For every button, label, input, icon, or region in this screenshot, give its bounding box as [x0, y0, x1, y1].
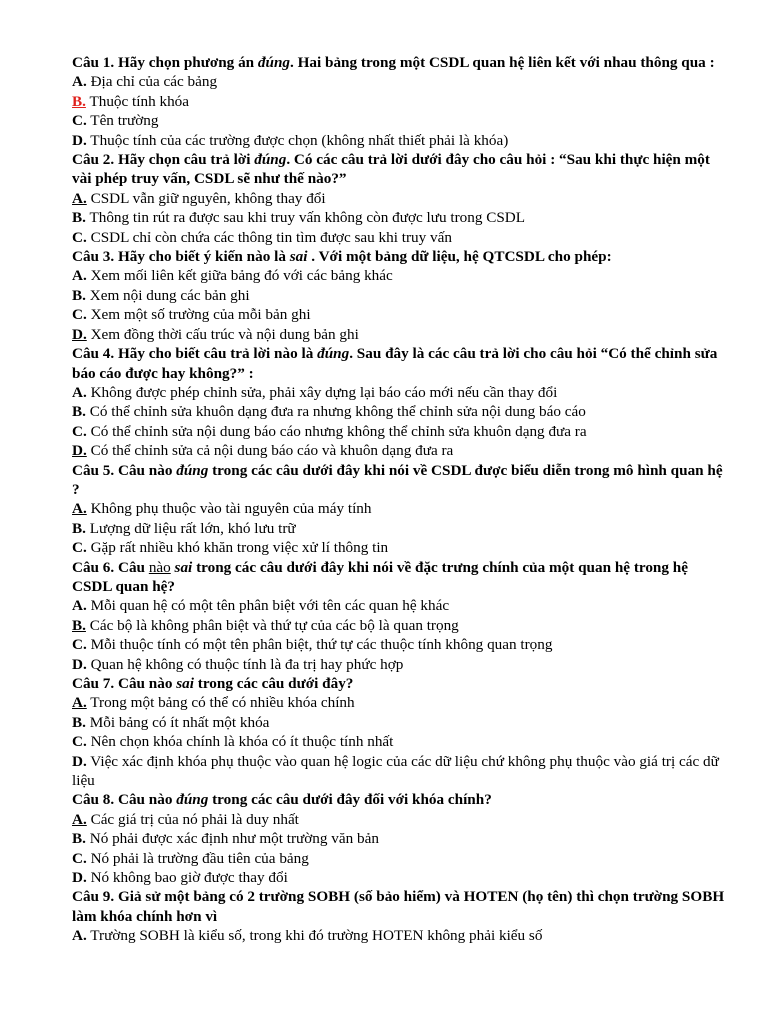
answer-option — [72, 422, 728, 441]
question-text: . Sau đây là các câu trả lời cho câu hỏi “Có thể chỉnh sửa báo cáo được hay không?” : — [72, 345, 718, 382]
question-text: trong các câu dưới đây khi nói về đặc trưng chính của một quan hệ trong hệ CSDL quan hệ? — [72, 558, 688, 595]
question-6 — [72, 558, 728, 597]
question-text: đúng — [317, 345, 350, 363]
option-letter: B. — [72, 209, 86, 227]
option-letter: D. — [72, 655, 87, 673]
option-letter: A. — [72, 267, 87, 285]
answer-option — [72, 189, 728, 208]
option-letter: A. — [72, 810, 87, 828]
option-letter: D. — [72, 869, 87, 887]
option-text: Xem mối liên kết giữa bảng đó với các bảng khác — [86, 267, 393, 285]
answer-option — [72, 635, 728, 654]
option-letter: C. — [72, 636, 87, 654]
option-text: Gặp rất nhiều khó khăn trong việc xử lí thông tin — [86, 539, 389, 557]
option-text: Có thể chỉnh sửa cả nội dung báo cáo và khuôn dạng đưa ra — [86, 442, 454, 460]
option-letter: A. — [72, 383, 87, 401]
option-text: Địa chỉ của các bảng — [86, 73, 218, 91]
answer-option — [72, 693, 728, 712]
question-text: trong các câu dưới đây khi nói về CSDL được biểu diễn trong mô hình quan hệ ? — [72, 461, 723, 498]
question-2 — [72, 150, 728, 189]
option-text: Thông tin rút ra được sau khi truy vấn không còn được lưu trong CSDL — [85, 209, 526, 227]
option-text: CSDL vẫn giữ nguyên, không thay đổi — [86, 189, 326, 207]
answer-option — [72, 92, 728, 111]
question-8 — [72, 790, 728, 809]
question-text: Câu 5. Câu nào — [72, 461, 177, 479]
option-letter: B. — [72, 519, 86, 537]
question-9 — [72, 887, 728, 926]
option-letter: B. — [72, 403, 86, 421]
question-text: trong các câu dưới đây đối với khóa chính? — [208, 791, 492, 809]
option-letter: B. — [72, 713, 86, 731]
answer-option — [72, 829, 728, 848]
option-text: Nó phải là trường đầu tiên của bảng — [86, 849, 309, 867]
option-letter: A. — [72, 73, 87, 91]
question-text: sai — [289, 248, 308, 266]
question-7 — [72, 674, 728, 693]
question-3 — [72, 247, 728, 266]
option-text: Xem nội dung các bản ghi — [85, 286, 250, 304]
option-letter: D. — [72, 325, 87, 343]
answer-option — [72, 266, 728, 285]
question-text: đúng — [176, 791, 209, 809]
question-text: Câu 2. Hãy chọn câu trả lời — [72, 151, 255, 169]
option-letter: B. — [72, 616, 86, 634]
answer-option — [72, 72, 728, 91]
question-text: Câu 7. Câu nào — [72, 675, 177, 692]
question-text: . Hai bảng trong một CSDL quan hệ liên kết với nhau thông qua : — [290, 54, 715, 71]
answer-option — [72, 849, 728, 868]
option-text: Việc xác định khóa phụ thuộc vào quan hệ logic của các dữ liệu chứ không phụ thuộc vào giá trị các dữ liệu — [72, 752, 719, 790]
question-text: Câu 8. Câu nào — [72, 791, 177, 809]
option-letter: C. — [72, 849, 87, 867]
option-text: Thuộc tính của các trường được chọn (không nhất thiết phải là khóa) — [86, 131, 509, 149]
question-text: sai — [174, 558, 193, 576]
option-letter: C. — [72, 733, 87, 751]
answer-option — [72, 111, 728, 130]
question-text: đúng — [176, 461, 209, 479]
option-letter: D. — [72, 442, 87, 460]
option-text: Trường SOBH là kiểu số, trong khi đó trường HOTEN không phải kiểu số — [86, 927, 543, 945]
question-4 — [72, 344, 728, 383]
option-letter: A. — [72, 189, 87, 207]
question-text: sai — [176, 675, 194, 692]
answer-option — [72, 655, 728, 674]
option-letter: B. — [72, 92, 86, 110]
option-text: Nó không bao giờ được thay đổi — [86, 869, 288, 887]
answer-option — [72, 713, 728, 732]
answer-option — [72, 305, 728, 324]
option-letter: B. — [72, 286, 86, 304]
answer-option — [72, 402, 728, 421]
option-text: CSDL chỉ còn chứa các thông tin tìm được sau khi truy vấn — [86, 228, 452, 246]
question-5 — [72, 461, 728, 500]
answer-option — [72, 208, 728, 227]
option-text: Tên trường — [86, 112, 159, 130]
option-text: Lượng dữ liệu rất lớn, khó lưu trữ — [85, 519, 296, 537]
option-letter: C. — [72, 306, 87, 324]
question-text: Câu 1. Hãy chọn phương án — [72, 54, 258, 71]
answer-option — [72, 228, 728, 247]
option-letter: C. — [72, 228, 87, 246]
answer-option — [72, 616, 728, 635]
option-letter: C. — [72, 112, 87, 130]
option-text: Không phụ thuộc vào tài nguyên của máy tính — [86, 500, 372, 518]
answer-option — [72, 519, 728, 538]
answer-option — [72, 499, 728, 518]
option-text: Xem một số trường của mỗi bản ghi — [86, 306, 311, 324]
option-text: Nên chọn khóa chính là khóa có ít thuộc tính nhất — [86, 733, 394, 751]
option-letter: D. — [72, 131, 87, 149]
answer-option — [72, 868, 728, 887]
option-letter: A. — [72, 694, 87, 712]
question-text: đúng — [257, 54, 290, 71]
answer-option — [72, 926, 728, 945]
option-letter: C. — [72, 539, 87, 557]
option-text: Có thể chỉnh sửa nội dung báo cáo nhưng không thể chỉnh sửa khuôn dạng đưa ra — [86, 422, 587, 440]
question-text: nào — [148, 558, 171, 576]
answer-option — [72, 286, 728, 305]
question-text: Câu 9. Giả sử một bảng có 2 trường SOBH (số bảo hiểm) và HOTEN (họ tên) thì chọn trường SOBH làm khóa chính hơn vì — [72, 888, 725, 925]
question-text: Câu 3. Hãy cho biết ý kiến nào là — [72, 248, 290, 266]
question-text: trong các câu dưới đây? — [193, 675, 354, 692]
question-text: . Với một bảng dữ liệu, hệ QTCSDL cho phép: — [307, 248, 612, 266]
option-text: Không được phép chỉnh sửa, phải xây dựng lại báo cáo mới nếu cần thay đổi — [86, 383, 558, 401]
answer-option — [72, 732, 728, 751]
option-text: Có thể chỉnh sửa khuôn dạng đưa ra nhưng không thể chỉnh sửa nội dung báo cáo — [85, 403, 586, 421]
option-text: Mỗi thuộc tính có một tên phân biệt, thứ tự các thuộc tính không quan trọng — [86, 636, 553, 654]
option-text: Mỗi quan hệ có một tên phân biệt với tên các quan hệ khác — [86, 597, 450, 615]
option-text: Xem đồng thời cấu trúc và nội dung bản ghi — [86, 325, 359, 343]
option-text: Trong một bảng có thể có nhiều khóa chính — [86, 694, 355, 712]
option-text: Nó phải được xác định như một trường văn bản — [85, 830, 379, 848]
question-text: Câu 4. Hãy cho biết câu trả lời nào là — [72, 345, 318, 363]
answer-option — [72, 131, 728, 150]
question-text: . Có các câu trả lời dưới đây cho câu hỏi : “Sau khi thực hiện một vài phép truy vấn, CSDL sẽ như thế nào?” — [72, 151, 710, 188]
answer-option — [72, 441, 728, 460]
question-text: Câu 6. Câu — [72, 558, 149, 576]
answer-option — [72, 752, 728, 791]
answer-option — [72, 325, 728, 344]
option-letter: C. — [72, 422, 87, 440]
option-letter: A. — [72, 500, 87, 518]
option-text: Thuộc tính khóa — [85, 92, 190, 110]
option-text: Quan hệ không có thuộc tính là đa trị hay phức hợp — [86, 655, 404, 673]
option-text: Mỗi bảng có ít nhất một khóa — [85, 713, 270, 731]
answer-option — [72, 810, 728, 829]
option-letter: B. — [72, 830, 86, 848]
option-text: Các giá trị của nó phải là duy nhất — [86, 810, 299, 828]
option-text: Các bộ là không phân biệt và thứ tự của các bộ là quan trọng — [85, 616, 459, 634]
answer-option — [72, 596, 728, 615]
question-1 — [72, 53, 728, 72]
option-letter: D. — [72, 752, 87, 770]
answer-option — [72, 383, 728, 402]
option-letter: A. — [72, 927, 87, 945]
answer-option — [72, 538, 728, 557]
question-text: đúng — [254, 151, 287, 169]
option-letter: A. — [72, 597, 87, 615]
